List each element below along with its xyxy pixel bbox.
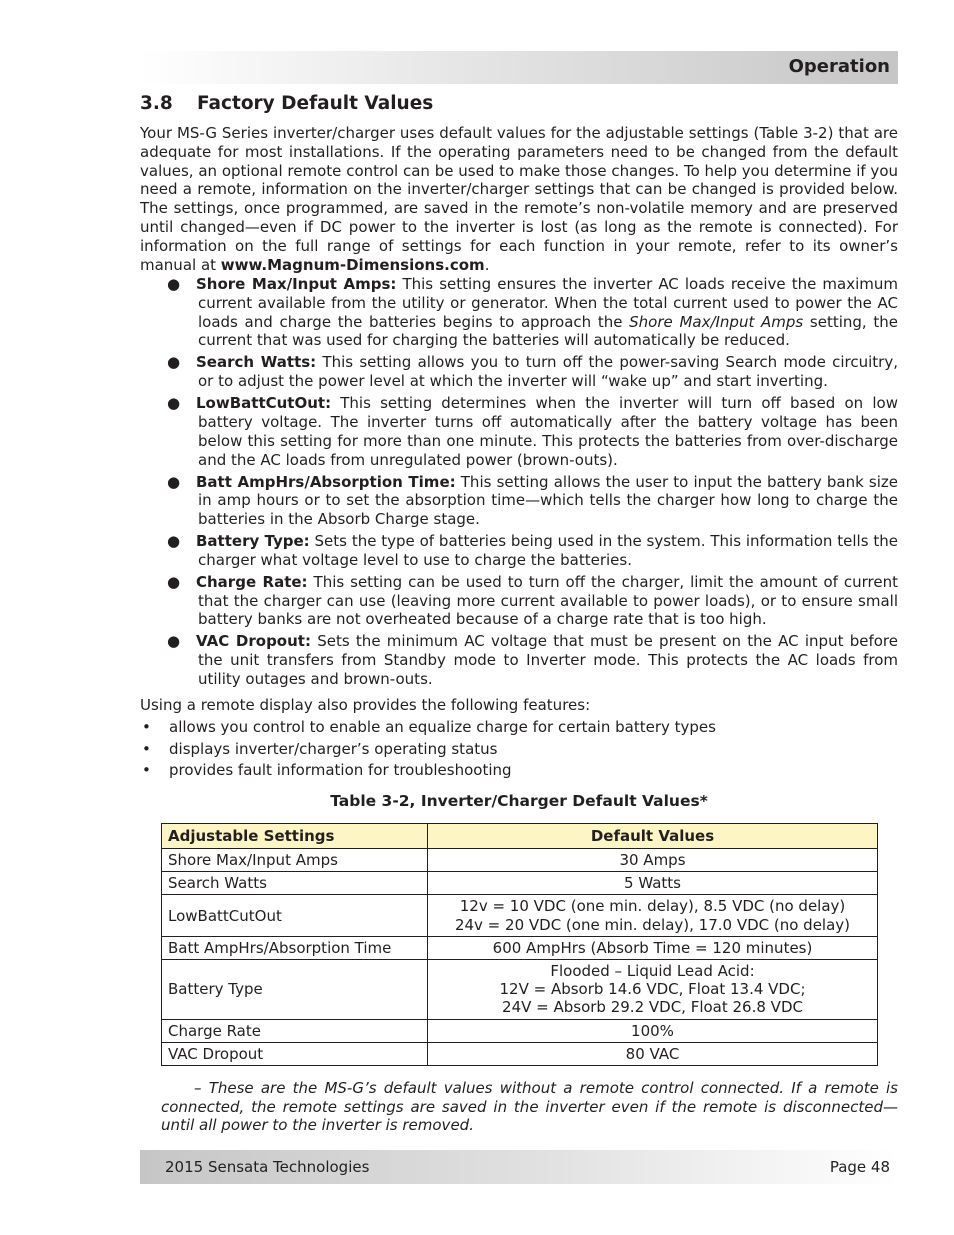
setting-cell: Charge Rate bbox=[162, 1019, 428, 1042]
value-cell bbox=[428, 936, 878, 959]
value-line: 100% bbox=[631, 1021, 674, 1040]
value-line: 30 Amps bbox=[619, 851, 686, 869]
intro-end: . bbox=[484, 255, 490, 274]
bullet-icon: ● bbox=[167, 572, 181, 591]
setting-desc: This setting determines when the inverter will turn off based on low battery voltage. The inverter turns off automatically after the battery voltage has been below this setting for more than one minute. This protects the batteries from over-discharge and the AC loads from unregulated power (brown-outs). bbox=[198, 394, 898, 469]
value-line: Flooded – Liquid Lead Acid: bbox=[550, 962, 755, 981]
list-item bbox=[140, 632, 898, 688]
setting-desc-italic: Shore Max/Input Amps bbox=[629, 312, 804, 331]
footer-copyright: 2015 Sensata Technologies bbox=[165, 1158, 370, 1176]
bullet-icon: ● bbox=[167, 472, 181, 491]
value-line: 12v = 10 VDC (one min. delay), 8.5 VDC (no delay) bbox=[459, 897, 846, 916]
value-line: 24v = 20 VDC (one min. delay), 17.0 VDC (no delay) bbox=[454, 915, 851, 934]
table-row bbox=[162, 960, 878, 1020]
header-section-title: Operation bbox=[788, 56, 890, 77]
features-intro: Using a remote display also provides the following features: bbox=[140, 696, 591, 714]
setting-desc: This setting can be used to turn off the charger, limit the amount of current that the charger can use (leaving more current available to power loads), or to ensure small battery banks are not overheated because of a charge rate that is too high. bbox=[198, 572, 898, 629]
bullet-icon: • bbox=[142, 761, 151, 780]
list-item bbox=[140, 275, 898, 350]
section-number: 3.8 bbox=[140, 93, 173, 114]
table-row bbox=[162, 1042, 878, 1065]
setting-term: Search Watts: bbox=[196, 353, 317, 372]
header-bar bbox=[140, 51, 898, 84]
feature-text: provides fault information for troubleshooting bbox=[169, 761, 512, 780]
setting-term: Battery Type: bbox=[196, 532, 310, 551]
setting-term: Shore Max/Input Amps: bbox=[196, 275, 397, 293]
settings-list bbox=[140, 275, 898, 692]
value-line: 600 AmpHrs (Absorb Time = 120 minutes) bbox=[492, 938, 813, 957]
setting-desc: Sets the type of batteries being used in the system. This information tells the charger what voltage level to use to charge the batteries. bbox=[198, 532, 898, 569]
setting-cell: Shore Max/Input Amps bbox=[162, 849, 428, 872]
list-item bbox=[140, 394, 898, 469]
table-header-row bbox=[162, 824, 878, 849]
setting-term: Batt AmpHrs/Absorption Time: bbox=[196, 472, 456, 491]
list-item bbox=[140, 532, 898, 570]
value-cell bbox=[428, 1019, 878, 1042]
value-cell bbox=[428, 849, 878, 872]
setting-desc: Sets the minimum AC voltage that must be present on the AC input before the unit transfers from Standby mode to Inverter mode. This protects the AC loads from utility outages and brown-outs. bbox=[198, 632, 898, 689]
list-item bbox=[140, 473, 898, 529]
table-row bbox=[162, 1019, 878, 1042]
setting-desc: This setting allows the user to input the battery bank size in amp hours or to set the absorption time—which tells the charger how long to charge the batteries in the Absorb Charge stage. bbox=[198, 472, 898, 529]
setting-desc: This setting allows you to turn off the power-saving Search mode circuitry, or to adjust the power level at which the inverter will “wake up” and start inverting. bbox=[198, 353, 898, 391]
value-cell bbox=[428, 960, 878, 1020]
section-title-text: Factory Default Values bbox=[197, 93, 434, 114]
bullet-icon: ● bbox=[167, 632, 181, 651]
bullet-icon: • bbox=[142, 718, 151, 736]
table-row bbox=[162, 872, 878, 895]
list-item bbox=[140, 740, 898, 759]
bullet-icon: ● bbox=[167, 532, 181, 551]
setting-desc-end: setting, the current that was used for charging the batteries will automatically be reduced. bbox=[198, 312, 898, 350]
list-item bbox=[140, 573, 898, 629]
bullet-icon: ● bbox=[167, 353, 181, 372]
setting-cell: VAC Dropout bbox=[162, 1042, 428, 1065]
page-number: Page 48 bbox=[829, 1158, 890, 1176]
value-cell bbox=[428, 895, 878, 936]
defaults-table bbox=[161, 823, 878, 1066]
manual-url: www.Magnum-Dimensions.com bbox=[220, 255, 485, 274]
list-item bbox=[140, 718, 898, 737]
bullet-icon: ● bbox=[167, 394, 181, 413]
setting-term: Charge Rate: bbox=[196, 572, 308, 591]
setting-cell: LowBattCutOut bbox=[162, 895, 428, 936]
bullet-icon: • bbox=[142, 739, 151, 758]
value-line: 12V = Absorb 14.6 VDC, Float 13.4 VDC; bbox=[499, 980, 806, 999]
value-line: 24V = Absorb 29.2 VDC, Float 26.8 VDC bbox=[502, 998, 803, 1017]
table-footnote: – These are the MS-G’s default values without a remote control connected. If a remote is connected, the remote settings are saved in the inverter even if the remote is disconnected—until all power to the inverter is removed. bbox=[161, 1079, 898, 1134]
intro-text: Your MS-G Series inverter/charger uses default values for the adjustable settings (Table 3-2) that are adequate for most installations. If the operating parameters need to be changed from the default values, an optional remote control can be used to make those changes. To help you determine if you need a remote, information on the inverter/charger settings that can be changed is provided below. The settings, once programmed, are saved in the remote’s non-volatile memory and are preserved until changed—even if DC power to the inverter is lost (as long as the remote is connected). For information on the full range of settings for each function in your remote, refer to its owner’s manual at bbox=[140, 124, 898, 274]
column-header: Default Values bbox=[428, 824, 878, 849]
setting-desc: This setting ensures the inverter AC loads receive the maximum current available from the utility or generator. When the total current used to power the AC loads and charge the batteries begins to approach the bbox=[198, 275, 898, 331]
table-caption: Table 3-2, Inverter/Charger Default Values* bbox=[330, 792, 708, 810]
bullet-icon: ● bbox=[167, 275, 181, 293]
setting-term: LowBattCutOut: bbox=[196, 394, 332, 413]
intro-paragraph bbox=[140, 124, 898, 274]
table-row bbox=[162, 849, 878, 872]
setting-term: VAC Dropout: bbox=[196, 632, 311, 651]
value-cell bbox=[428, 872, 878, 895]
value-line: 5 Watts bbox=[624, 874, 681, 893]
list-item bbox=[140, 761, 898, 780]
features-list bbox=[140, 718, 898, 783]
list-item bbox=[140, 353, 898, 391]
value-cell bbox=[428, 1042, 878, 1065]
column-header: Adjustable Settings bbox=[162, 824, 428, 849]
setting-cell: Battery Type bbox=[162, 960, 428, 1020]
table-row bbox=[162, 936, 878, 959]
footer-bar bbox=[140, 1150, 898, 1184]
feature-text: allows you control to enable an equalize charge for certain battery types bbox=[169, 718, 716, 736]
setting-cell: Batt AmpHrs/Absorption Time bbox=[162, 936, 428, 959]
setting-cell: Search Watts bbox=[162, 872, 428, 895]
section-title bbox=[140, 93, 433, 114]
value-line: 80 VAC bbox=[625, 1044, 680, 1063]
table-row bbox=[162, 895, 878, 936]
feature-text: displays inverter/charger’s operating status bbox=[169, 739, 498, 758]
